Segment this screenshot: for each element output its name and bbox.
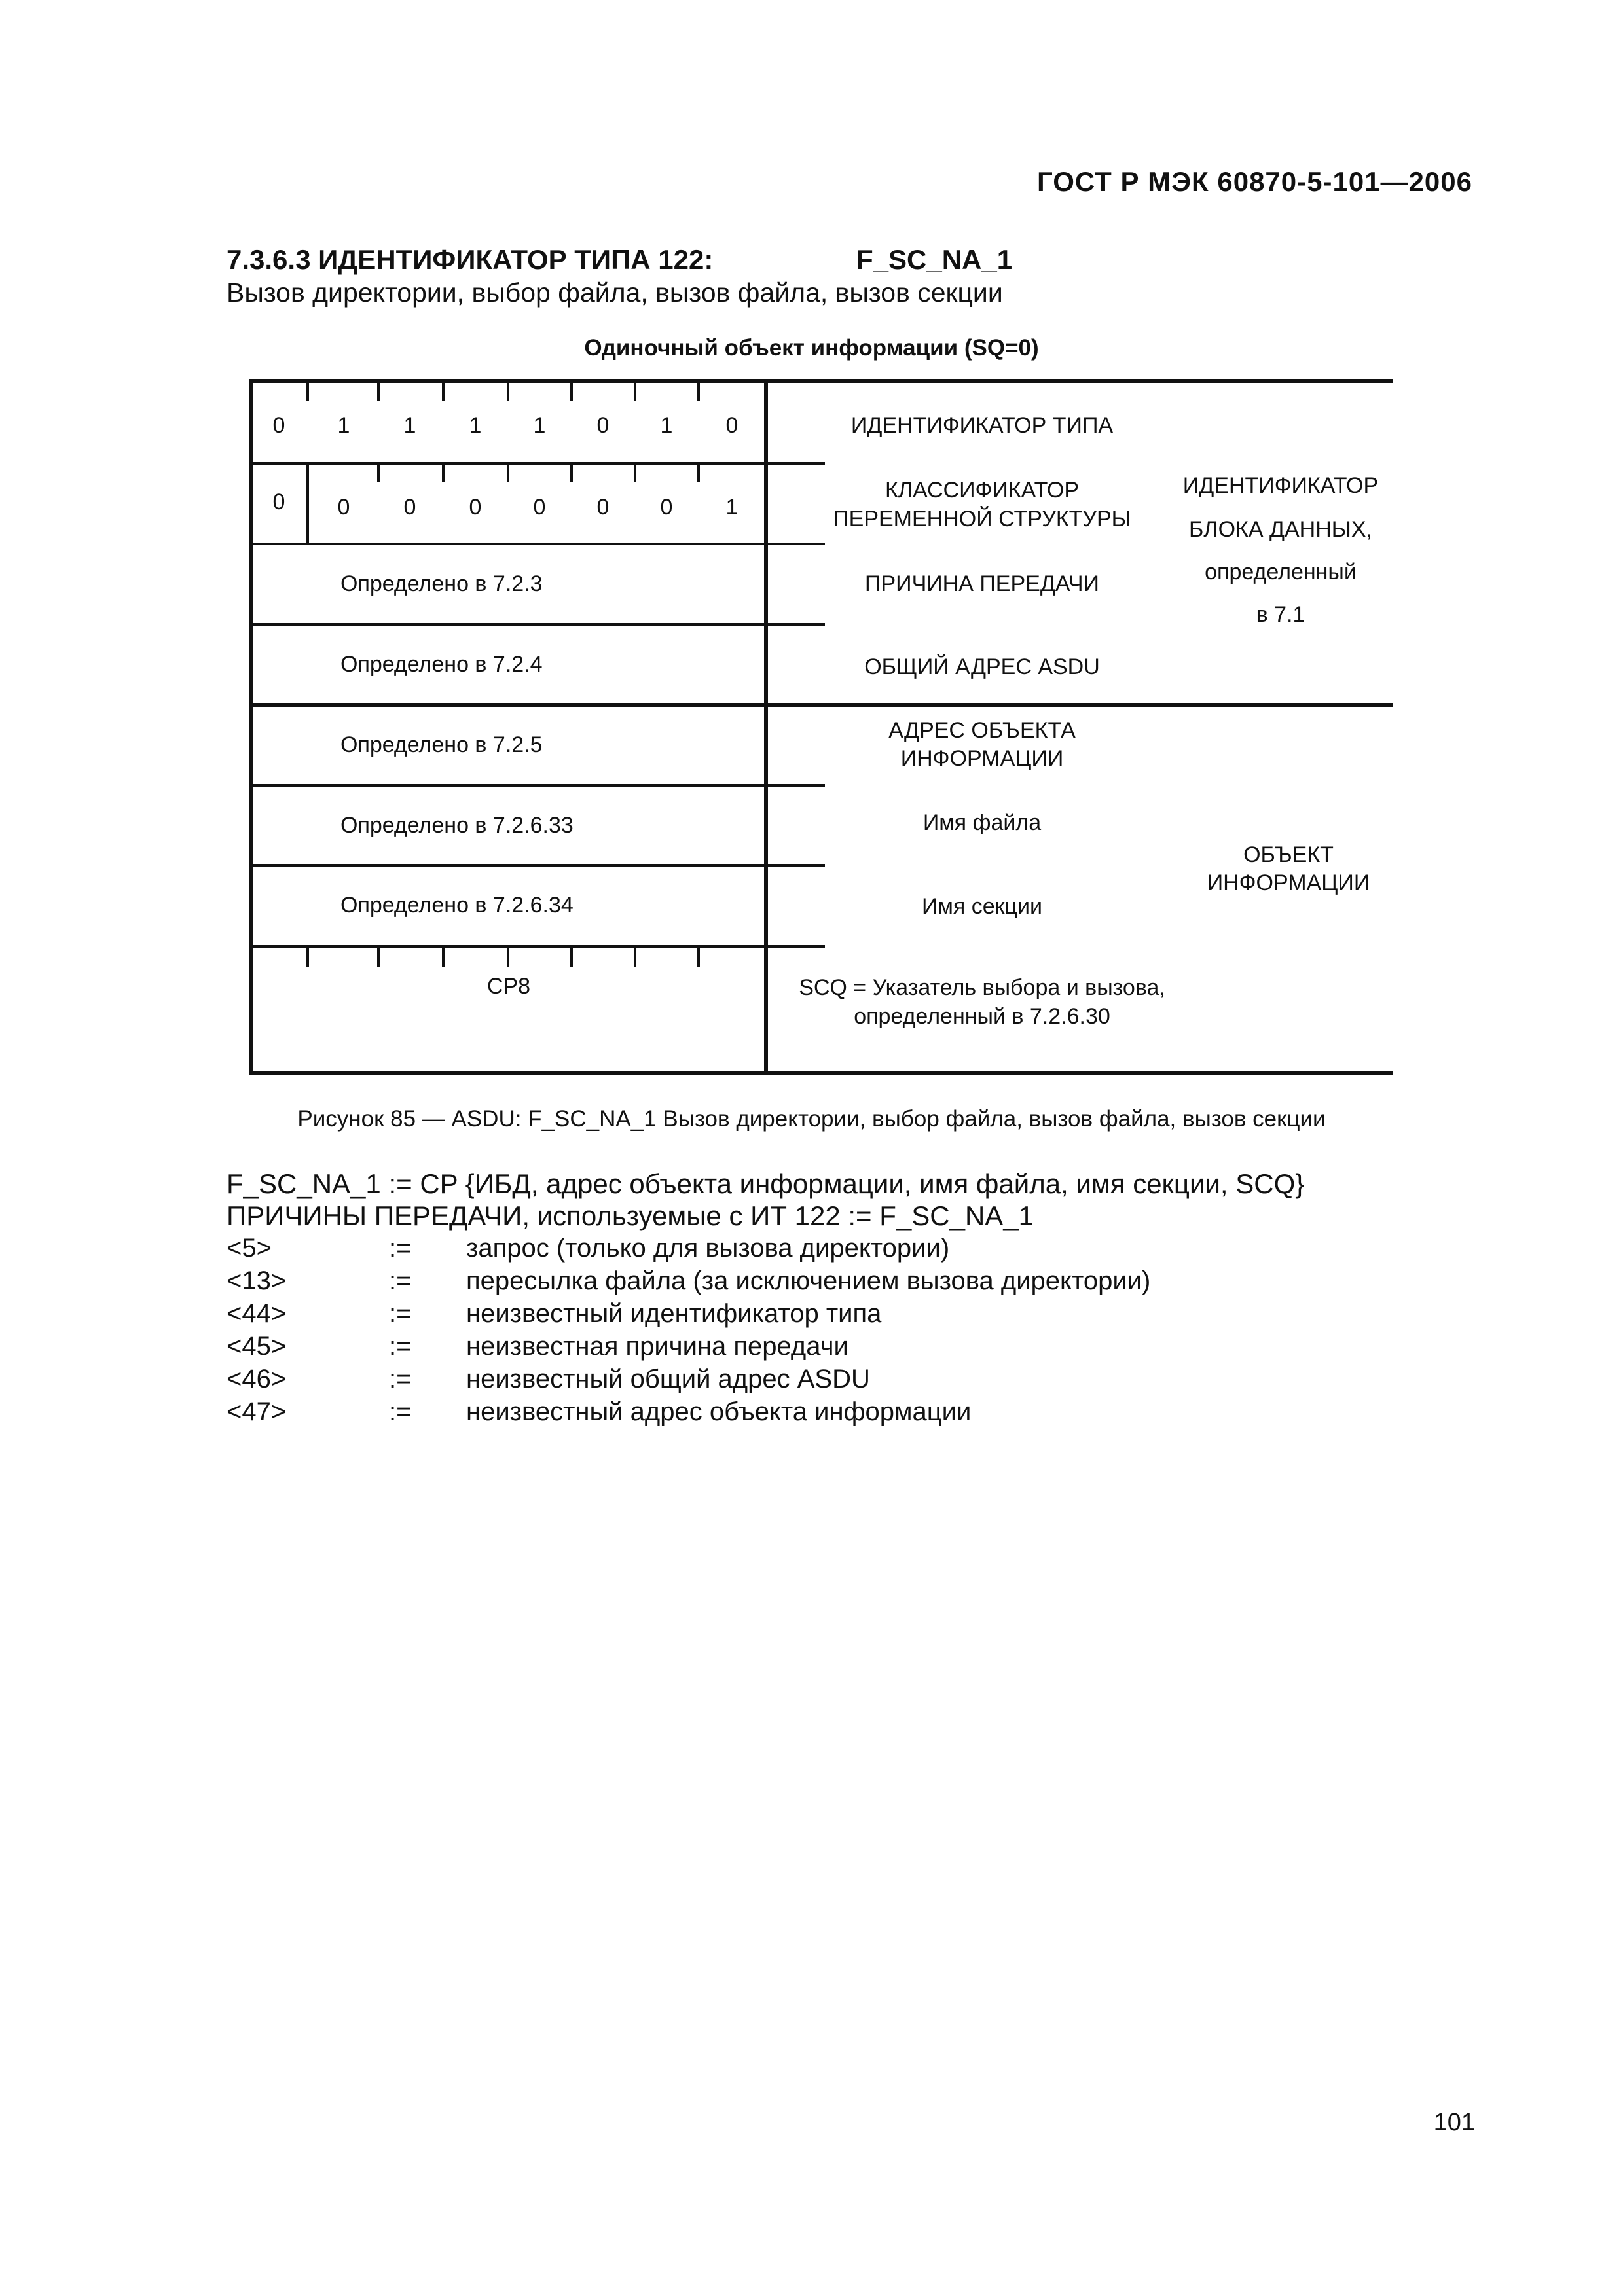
cause-description: пересылка файла (за исключением вызова директории) xyxy=(466,1266,1151,1295)
bit-cell: 0 xyxy=(469,495,482,520)
cause-operator: := xyxy=(389,1234,412,1263)
section-subtitle: Вызов директории, выбор файла, вызов файла, вызов секции xyxy=(227,278,1003,308)
cause-code: <44> xyxy=(227,1299,287,1328)
dui-line1: ИДЕНТИФИКАТОР xyxy=(1182,473,1379,498)
vsq-bits xyxy=(273,490,739,520)
bit-cell: 0 xyxy=(337,495,350,520)
label-file-name: Имя файла xyxy=(922,810,1042,835)
bit-cell: 1 xyxy=(533,413,546,438)
label-common-address: ОБЩИЙ АДРЕС ASDU xyxy=(864,655,1100,679)
causes-title: ПРИЧИНЫ ПЕРЕДАЧИ, используемые с ИТ 122 := F_SC_NA_1 xyxy=(227,1200,1034,1231)
bit-cell: 0 xyxy=(533,495,546,520)
dui-line4: в 7.1 xyxy=(1256,602,1305,627)
sq-bit: 0 xyxy=(272,490,285,514)
field-common-address: Определено в 7.2.4 xyxy=(340,652,543,677)
figure-caption: Рисунок 85 — ASDU: F_SC_NA_1 Вызов директории, выбор файла, вызов файла, вызов секции xyxy=(297,1106,1326,1132)
label-ioa-line1: АДРЕС ОБЪЕКТА xyxy=(888,718,1076,743)
bit-cell: 1 xyxy=(660,413,673,438)
label-vsq-line1: КЛАССИФИКАТОР xyxy=(884,478,1080,503)
io-line2: ИНФОРМАЦИИ xyxy=(1207,870,1370,895)
label-scq-line2: определенный в 7.2.6.30 xyxy=(854,1004,1110,1029)
bit-cell: 0 xyxy=(596,413,610,438)
cause-operator: := xyxy=(389,1266,412,1295)
label-type-id: ИДЕНТИФИКАТОР ТИПА xyxy=(850,413,1114,438)
bit-cell: 0 xyxy=(725,413,739,438)
field-cot: Определено в 7.2.3 xyxy=(340,571,543,596)
label-cot: ПРИЧИНА ПЕРЕДАЧИ xyxy=(865,571,1099,596)
cause-description: неизвестный идентификатор типа xyxy=(466,1299,882,1328)
cause-description: запрос (только для вызова директории) xyxy=(466,1234,950,1263)
type-id-bits xyxy=(273,413,739,438)
diagram-title: Одиночный объект информации (SQ=0) xyxy=(584,335,1039,361)
page-number: 101 xyxy=(1433,2109,1475,2136)
bit-ticks-row2 xyxy=(378,463,699,480)
field-section-name: Определено в 7.2.6.34 xyxy=(340,893,574,918)
field-ioa: Определено в 7.2.5 xyxy=(340,732,543,757)
bit-cell: 1 xyxy=(403,413,416,438)
bit-cell: 0 xyxy=(403,495,416,520)
cause-operator: := xyxy=(389,1332,412,1361)
label-scq-line1: SCQ = Указатель выбора и вызова, xyxy=(799,975,1165,1000)
bit-cell: 0 xyxy=(596,495,610,520)
cause-code: <46> xyxy=(227,1365,287,1393)
group-information-object xyxy=(1207,842,1370,895)
bit-ticks-row8 xyxy=(308,946,699,966)
bit-cell: 0 xyxy=(272,413,285,438)
bit-cell: 1 xyxy=(337,413,350,438)
field-cp8: CP8 xyxy=(486,974,531,999)
label-section-name: Имя секции xyxy=(922,894,1042,919)
cause-operator: := xyxy=(389,1397,412,1426)
cause-description: неизвестный адрес объекта информации xyxy=(466,1397,972,1426)
cause-description: неизвестная причина передачи xyxy=(466,1332,848,1361)
dui-line2: БЛОКА ДАННЫХ, xyxy=(1188,517,1373,542)
cause-code: <45> xyxy=(227,1332,287,1361)
bit-cell: 0 xyxy=(660,495,673,520)
label-ioa-line2: ИНФОРМАЦИИ xyxy=(900,746,1064,771)
group-data-unit-identifier xyxy=(1183,473,1378,627)
cause-operator: := xyxy=(389,1299,412,1328)
cause-code: <47> xyxy=(227,1397,287,1426)
cause-operator: := xyxy=(389,1365,412,1393)
field-file-name: Определено в 7.2.6.33 xyxy=(340,813,574,838)
section-heading: 7.3.6.3 ИДЕНТИФИКАТОР ТИПА 122: xyxy=(227,244,714,275)
section-type-code: F_SC_NA_1 xyxy=(856,244,1013,275)
asdu-formula: F_SC_NA_1 := CP {ИБД, адрес объекта информации, имя файла, имя секции, SCQ} xyxy=(227,1168,1305,1199)
standard-header: ГОСТ Р МЭК 60870-5-101—2006 xyxy=(1036,166,1472,197)
asdu-frame-diagram xyxy=(0,0,1623,1086)
cause-code: <13> xyxy=(227,1266,287,1295)
cause-code: <5> xyxy=(227,1234,272,1263)
io-line1: ОБЪЕКТ xyxy=(1243,842,1334,867)
bit-cell: 1 xyxy=(469,413,482,438)
dui-line3: определенный xyxy=(1205,560,1357,584)
cause-description: неизвестный общий адрес ASDU xyxy=(466,1365,870,1393)
row-labels xyxy=(799,413,1165,1029)
bit-cell: 1 xyxy=(725,495,739,520)
label-vsq-line2: ПЕРЕМЕННОЙ СТРУКТУРЫ xyxy=(833,507,1131,531)
bit-ticks-row1 xyxy=(308,381,699,399)
